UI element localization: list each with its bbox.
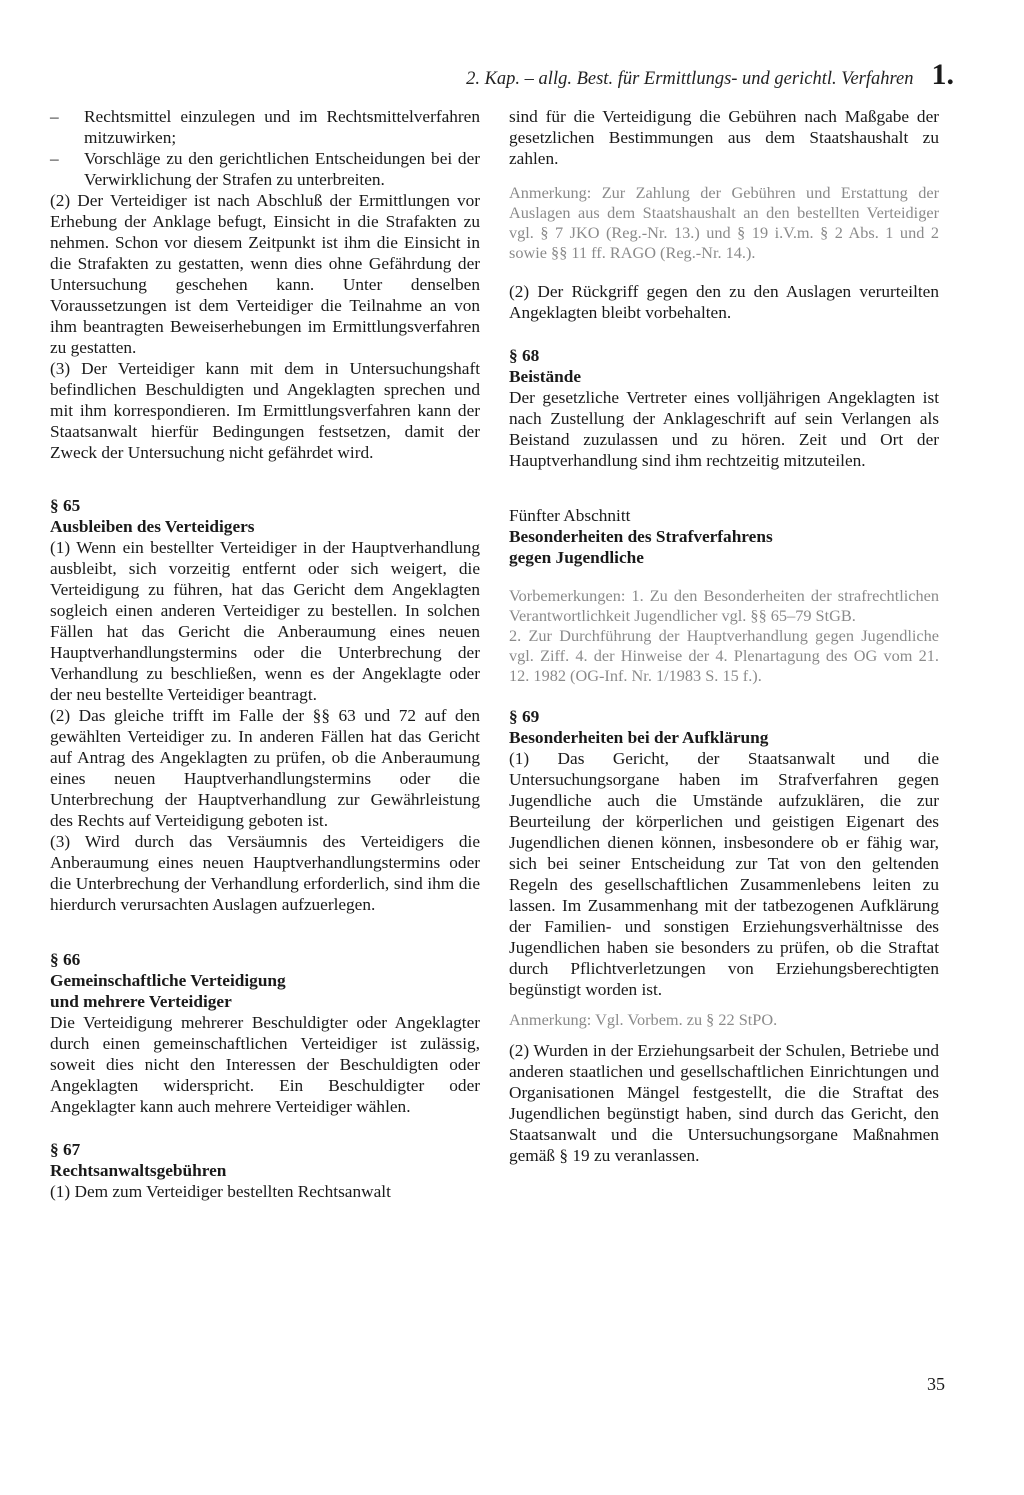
paragraph-3: (3) Der Verteidiger kann mit dem in Untersuchungshaft befindlichen Beschuldigten und Angeklagten sprechen und mit ihm korrespondieren. Im Ermittlungsverfahren kann der Staatsanwalt hierfür Bedingungen festsetzen, damit der Zweck der Untersuchung nicht gefährdet wird. <box>50 359 480 462</box>
section-65-paragraph-1: (1) Wenn ein bestellter Verteidiger in der Hauptverhandlung ausbleibt, sich vorzeitig entfernt oder sich weigert, die Verteidigung zu führen, hat das Gericht dem Angeklagten sogleich einen anderen Verteidiger zu bestellen. In solchen Fällen hat das Gericht die Anberaumung eines neuen Hauptverhandlungstermins oder die Unterbrechung der Verhandlung zu beschließen, wenn es der Angeklagte oder der neu bestellte Verteidiger beantragt. <box>50 538 480 704</box>
section-66-paragraph-1: Die Verteidigung mehrerer Beschuldigter oder Angeklagter durch einen gemeinschaftlichen Verteidiger ist zulässig, soweit dies nicht den Interessen der Beschuldigten oder Angeklagten widerspricht. Ein Beschuldigter oder Angeklagter kann auch mehrere Verteidiger wählen. <box>50 1013 480 1116</box>
section-5-note-2: 2. Zur Durchführung der Hauptverhandlung gegen Jugendliche vgl. Ziff. 4. der Hinweise der 4. Plenartagung des OG vom 21. 12. 1982 (OG-Inf. Nr. 1/1983 S. 15 f.). <box>509 626 939 685</box>
section-66-title-line-1: Gemeinschaftliche Verteidigung <box>50 971 286 990</box>
section-5-title-line-2: gegen Jugendliche <box>509 548 644 567</box>
section-67-title: Rechtsanwaltsgebühren <box>50 1161 227 1180</box>
section-67-paragraph-2: (2) Der Rückgriff gegen den zu den Auslagen verurteilten Angeklagten bleibt vorbehalten. <box>509 282 939 322</box>
section-5-title-line-1: Besonderheiten des Strafverfahrens <box>509 527 773 546</box>
section-68-number: § 68 <box>509 346 540 365</box>
list-item <box>50 106 480 148</box>
section-67-paragraph-1-start: (1) Dem zum Verteidiger bestellten Rechtsanwalt <box>50 1182 391 1201</box>
section-68-paragraph-1: Der gesetzliche Vertreter eines volljährigen Angeklagten ist nach Zustellung der Anklageschrift auf sein Verlangen als Beistand zuzulassen und zu hören. Zeit und Ort der Hauptverhandlung sind ihm rechtzeitig mitzuteilen. <box>509 388 939 470</box>
section-69-title: Besonderheiten bei der Aufklärung <box>509 728 769 747</box>
section-67-paragraph-1-continued: sind für die Verteidigung die Gebühren nach Maßgabe der gesetzlichen Bestimmungen aus dem Staatshaushalt zu zahlen. <box>509 107 939 168</box>
right-column <box>509 106 939 1166</box>
chapter-number: 1. <box>931 58 954 91</box>
section-69-number: § 69 <box>509 707 540 726</box>
paragraph-2: (2) Der Verteidiger ist nach Abschluß der Ermittlungen vor Erhebung der Anklage befugt, Einsicht in die Strafakten zu nehmen. Schon vor diesem Zeitpunkt ist ihm die Einsicht in die Strafakten zu gestatten, wenn dies ohne Gefährdung der Untersuchung geschehen kann. Unter denselben Voraussetzungen ist dem Verteidiger die Teilnahme an von ihm beantragten Beweiserhebungen im Ermittlungsverfahren zu gestatten. <box>50 191 480 357</box>
section-5-note-1: Vorbemerkungen: 1. Zu den Besonderheiten der strafrechtlichen Verantwortlichkeit Jugendlicher vgl. §§ 65–79 StGB. <box>509 586 939 625</box>
list-item-text: Vorschläge zu den gerichtlichen Entscheidungen bei der Verwirklichung der Strafen zu unterbreiten. <box>84 149 480 189</box>
section-69-paragraph-1: (1) Das Gericht, der Staatsanwalt und die Untersuchungsorgane haben im Strafverfahren gegen Jugendliche auch die Umstände aufzuklären, die zur Beurteilung der körperlichen und geistigen Eigenart des Jugendlichen dienen können, insbesondere ob er fähig war, sich bei seiner Entscheidung zur Tat von den geltenden Regeln des gesellschaftlichen Zusammenlebens leiten zu lassen. Im Zusammenhang mit der tatbezogenen Aufklärung der Familien- und sonstigen Erziehungsverhältnisse des Jugendlichen haben sie besonders zu prüfen, ob die Straftat durch Pflichtverletzungen von Erziehungsberechtigten begünstigt worden ist. <box>509 749 939 999</box>
running-title: 2. Kap. – allg. Best. für Ermittlungs- und gerichtl. Verfahren <box>466 69 914 89</box>
section-66-number: § 66 <box>50 950 81 969</box>
dash-marker: – <box>50 149 59 168</box>
section-69-note: Anmerkung: Vgl. Vorbem. zu § 22 StPO. <box>509 1010 778 1029</box>
section-65-number: § 65 <box>50 496 81 515</box>
section-65-paragraph-3: (3) Wird durch das Versäumnis des Verteidigers die Anberaumung eines neuen Hauptverhandlungstermins oder die Unterbrechung der Verhandlung erforderlich, sind ihm die hierdurch verursachten Auslagen aufzuerlegen. <box>50 832 480 914</box>
section-65-paragraph-2: (2) Das gleiche trifft im Falle der §§ 63 und 72 auf den gewählten Verteidiger zu. In anderen Fällen hat das Gericht auf Antrag des Angeklagten zu prüfen, ob die Anberaumung eines neuen Hauptverhandlungstermins oder die Unterbrechung der Hauptverhandlung zur Gewährleistung des Rechts auf Verteidigung geboten ist. <box>50 706 480 830</box>
section-69-paragraph-2: (2) Wurden in der Erziehungsarbeit der Schulen, Betriebe und anderen staatlichen und gesellschaftlichen Einrichtungen und Organisationen Mängel festgestellt, die die Straftat des Jugendlichen begünstigt haben, sind durch das Gericht, den Staatsanwalt und die Untersuchungsorgane Maßnahmen gemäß § 19 zu veranlassen. <box>509 1041 939 1165</box>
bullet-list <box>50 106 480 190</box>
section-67-note: Anmerkung: Zur Zahlung der Gebühren und Erstattung der Auslagen aus dem Staatshaushalt an den bestellten Verteidiger vgl. § 7 JKO (Reg.-Nr. 13.) und § 19 i.V.m. § 2 Abs. 1 und 2 sowie §§ 11 ff. RAGO (Reg.-Nr. 14.). <box>509 183 939 262</box>
section-66-title-line-2: und mehrere Verteidiger <box>50 992 232 1011</box>
dash-marker: – <box>50 107 59 126</box>
list-item-text: Rechtsmittel einzulegen und im Rechtsmittelverfahren mitzuwirken; <box>84 107 480 147</box>
section-68-title: Beistände <box>509 367 582 386</box>
section-5-label: Fünfter Abschnitt <box>509 506 631 525</box>
page-number: 35 <box>927 1374 945 1394</box>
section-65-title: Ausbleiben des Verteidigers <box>50 517 255 536</box>
left-column <box>50 106 480 1202</box>
list-item <box>50 148 480 190</box>
section-67-number: § 67 <box>50 1140 81 1159</box>
page-header <box>466 58 954 92</box>
